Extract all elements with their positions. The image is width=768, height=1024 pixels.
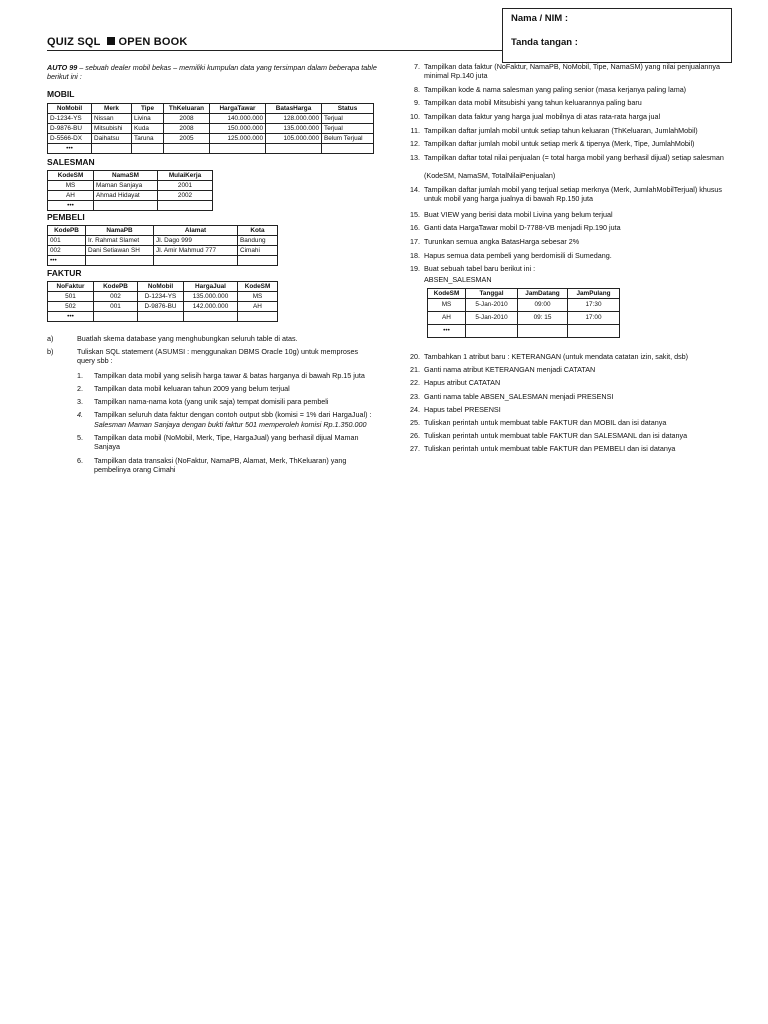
- item-text: Tampilkan daftar total nilai penjualan (= total harga mobil yang berhasil dijual) setiap salesman: [424, 153, 724, 162]
- table-row: [48, 144, 374, 154]
- name-nim-label: Nama / NIM :: [511, 13, 569, 24]
- mobil-title: MOBIL: [47, 89, 75, 99]
- cell: [94, 312, 138, 322]
- table-row: [428, 325, 620, 338]
- item-text: Tampilkan data mobil keluaran tahun 2009 yang belum terjual: [94, 384, 290, 393]
- cell: [94, 201, 158, 211]
- item-number: 23.: [410, 392, 420, 401]
- item-text: Buat sebuah tabel baru berikut ini :: [424, 264, 536, 273]
- item-number: 27.: [410, 444, 420, 453]
- cell: [86, 256, 154, 266]
- cell: •••: [48, 144, 92, 154]
- right-task-list-2: [402, 352, 742, 462]
- cell: 17:30: [568, 299, 620, 312]
- cell: 502: [48, 302, 94, 312]
- cell: [322, 144, 374, 154]
- item-number: 4.: [77, 410, 83, 419]
- faktur-header-row: [48, 282, 278, 292]
- cell: •••: [48, 201, 94, 211]
- cell: 150.000.000: [210, 124, 266, 134]
- item-text: Turunkan semua angka BatasHarga sebesar 2%: [424, 237, 580, 246]
- item-text: Tampilkan data faktur (NoFaktur, NamaPB, NoMobil, Tipe, NamaSM) yang nilai penjualannya minimal Rp.140 juta: [424, 62, 721, 80]
- item-text: Tuliskan perintah untuk membuat table FAKTUR dan SALESMANL dan isi datanya: [424, 431, 688, 440]
- cell: [266, 144, 322, 154]
- cell: 142.000.000: [184, 302, 238, 312]
- col-tipe: Tipe: [132, 104, 164, 114]
- item-subtext: ABSEN_SALESMAN: [424, 275, 492, 284]
- col-merk: Merk: [92, 104, 132, 114]
- cell: D-1234-YS: [138, 292, 184, 302]
- cell: MS: [48, 181, 94, 191]
- pembeli-title: PEMBELI: [47, 212, 85, 222]
- col-kota: Kota: [238, 226, 278, 236]
- cell: AH: [48, 191, 94, 201]
- item-text: Tuliskan perintah untuk membuat table FAKTUR dan MOBIL dan isi datanya: [424, 418, 667, 427]
- item-number: 15.: [410, 210, 420, 219]
- cell: •••: [428, 325, 466, 338]
- cell: 501: [48, 292, 94, 302]
- cell: MS: [238, 292, 278, 302]
- col-jamdatang: JamDatang: [518, 289, 568, 299]
- cell: Cimahi: [238, 246, 278, 256]
- table-row: [48, 236, 278, 246]
- left-task-list: [47, 334, 377, 484]
- cell: 001: [94, 302, 138, 312]
- col-nomobil: NoMobil: [138, 282, 184, 292]
- item-number: 7.: [414, 62, 420, 71]
- cell: [210, 144, 266, 154]
- cell: 5-Jan-2010: [466, 299, 518, 312]
- cell: 2002: [158, 191, 213, 201]
- item-text: Tampilkan data faktur yang harga jual mobilnya di atas rata-rata harga jual: [424, 112, 661, 121]
- absen-header-row: [428, 289, 620, 299]
- item-text: Tampilkan daftar jumlah mobil yang terjual setiap merknya (Merk, JumlahMobilTerjual) khusus untuk mobil yang harga jualnya di bawah Rp.150 juta: [424, 185, 723, 203]
- cell: Dani Setiawan SH: [86, 246, 154, 256]
- cell: D-9876-BU: [138, 302, 184, 312]
- cell: Ahmad Hidayat: [94, 191, 158, 201]
- cell: 125.000.000: [210, 134, 266, 144]
- cell: D-9876-BU: [48, 124, 92, 134]
- cell: Nissan: [92, 114, 132, 124]
- item-text: Tampilkan seluruh data faktur dengan contoh output sbb (komisi = 1% dari HargaJual) :: [94, 410, 372, 419]
- cell: [138, 312, 184, 322]
- item-number: 9.: [414, 98, 420, 107]
- cell: 2008: [164, 114, 210, 124]
- cell: 105.000.000: [266, 134, 322, 144]
- absen-table: [427, 288, 620, 338]
- col-kodepb: KodePB: [48, 226, 86, 236]
- title-right: OPEN BOOK: [118, 36, 188, 48]
- item-text: Tampilkan data mobil yang selisih harga tawar & batas harganya di bawah Rp.15 juta: [94, 371, 365, 380]
- col-nofaktur: NoFaktur: [48, 282, 94, 292]
- col-nomobil: NoMobil: [48, 104, 92, 114]
- salesman-title: SALESMAN: [47, 157, 95, 167]
- table-row: [48, 124, 374, 134]
- cell: Livina: [132, 114, 164, 124]
- item-text: Tampilkan nama-nama kota (yang unik saja) tempat domisili para pembeli: [94, 397, 329, 406]
- table-row: [48, 292, 278, 302]
- item-number: 16.: [410, 223, 420, 232]
- item-number: 5.: [77, 433, 83, 442]
- item-text: Ganti nama atribut KETERANGAN menjadi CATATAN: [424, 365, 596, 374]
- item-text: Tampilkan daftar jumlah mobil untuk setiap merk & tipenya (Merk, Tipe, JumlahMobil): [424, 139, 695, 148]
- item-text: Tuliskan perintah untuk membuat table FAKTUR dan PEMBELI dan isi datanya: [424, 444, 676, 453]
- cell: MS: [428, 299, 466, 312]
- task-b-text: Tuliskan SQL statement (ASUMSI : menggunakan DBMS Oracle 10g) untuk memproses query sbb :: [77, 347, 359, 366]
- item-number: 22.: [410, 378, 420, 387]
- item-number: 20.: [410, 352, 420, 361]
- col-hargatawar: HargaTawar: [210, 104, 266, 114]
- cell: Terjual: [322, 124, 374, 134]
- cell: 135.000.000: [266, 124, 322, 134]
- cell: 2005: [164, 134, 210, 144]
- cell: 135.000.000: [184, 292, 238, 302]
- item-number: 2.: [77, 384, 83, 393]
- cell: 2008: [164, 124, 210, 134]
- cell: 17:00: [568, 312, 620, 325]
- item-number: 21.: [410, 365, 420, 374]
- table-row: [48, 134, 374, 144]
- table-row: [48, 302, 278, 312]
- cell: AH: [238, 302, 278, 312]
- intro-paragraph: [47, 63, 377, 81]
- col-alamat: Alamat: [154, 226, 238, 236]
- item-text: Hapus atribut CATATAN: [424, 378, 501, 387]
- cell: Jl. Amir Mahmud 777: [154, 246, 238, 256]
- task-a-label: a): [47, 334, 54, 343]
- cell: AH: [428, 312, 466, 325]
- item-text: Ganti data HargaTawar mobil D-7788-VB menjadi Rp.190 juta: [424, 223, 621, 232]
- item-number: 26.: [410, 431, 420, 440]
- cell: Taruna: [132, 134, 164, 144]
- table-row: [48, 312, 278, 322]
- item-number: 6.: [77, 456, 83, 465]
- col-namapb: NamaPB: [86, 226, 154, 236]
- item-text: Hapus semua data pembeli yang berdomisili di Sumedang.: [424, 251, 612, 260]
- cell: Mitsubishi: [92, 124, 132, 134]
- item-number: 14.: [410, 185, 420, 194]
- cell: 128.000.000: [266, 114, 322, 124]
- item-number: 8.: [414, 85, 420, 94]
- cell: 001: [48, 236, 86, 246]
- item-text: Buat VIEW yang berisi data mobil Livina yang belum terjual: [424, 210, 613, 219]
- cell: [568, 325, 620, 338]
- task-a-text: Buatlah skema database yang menghubungkan seluruh table di atas.: [77, 334, 298, 343]
- item-number: 12.: [410, 139, 420, 148]
- cell: Kuda: [132, 124, 164, 134]
- item-number: 10.: [410, 112, 420, 121]
- cell: Terjual: [322, 114, 374, 124]
- cell: [154, 256, 238, 266]
- col-kodesm: KodeSM: [238, 282, 278, 292]
- faktur-title: FAKTUR: [47, 268, 82, 278]
- cell: 09: 15: [518, 312, 568, 325]
- cell: •••: [48, 256, 86, 266]
- col-mulaikerja: MulaiKerja: [158, 171, 213, 181]
- table-row: [48, 246, 278, 256]
- col-status: Status: [322, 104, 374, 114]
- page-title: [47, 36, 188, 48]
- identity-box: [502, 8, 732, 63]
- cell: Daihatsu: [92, 134, 132, 144]
- item-number: 25.: [410, 418, 420, 427]
- cell: D-1234-YS: [48, 114, 92, 124]
- cell: [518, 325, 568, 338]
- col-batasharga: BatasHarga: [266, 104, 322, 114]
- table-row: [428, 299, 620, 312]
- col-thkeluaran: ThKeluaran: [164, 104, 210, 114]
- col-kodesm: KodeSM: [48, 171, 94, 181]
- pembeli-header-row: [48, 226, 278, 236]
- task-b-label: b): [47, 347, 54, 356]
- table-row: [48, 201, 213, 211]
- item-text: Ganti nama table ABSEN_SALESMAN menjadi PRESENSI: [424, 392, 614, 401]
- item-text: Tampilkan data transaksi (NoFaktur, NamaPB, Alamat, Merk, ThKeluaran) yang pembelinya orang Cimahi: [94, 456, 347, 475]
- item-number: 18.: [410, 251, 420, 260]
- title-rule: [47, 50, 502, 51]
- col-tanggal: Tanggal: [466, 289, 518, 299]
- cell: Bandung: [238, 236, 278, 246]
- cell: D-5566-DX: [48, 134, 92, 144]
- table-row: [428, 312, 620, 325]
- pembeli-table: [47, 225, 278, 266]
- table-row: [48, 181, 213, 191]
- salesman-header-row: [48, 171, 213, 181]
- cell: Belum Terjual: [322, 134, 374, 144]
- item-text: Tambahkan 1 atribut baru : KETERANGAN (untuk mendata catatan izin, sakit, dsb): [424, 352, 689, 361]
- item-text: Tampilkan data mobil Mitsubishi yang tahun keluarannya paling baru: [424, 98, 642, 107]
- signature-label: Tanda tangan :: [511, 37, 578, 48]
- cell: 5-Jan-2010: [466, 312, 518, 325]
- item-number: 19.: [410, 264, 420, 273]
- title-left: QUIZ SQL: [47, 36, 101, 48]
- cell: [466, 325, 518, 338]
- item-text: Tampilkan data mobil (NoMobil, Merk, Tipe, HargaJual) yang berhasil dijual Maman Sanjaya: [94, 433, 359, 452]
- cell: Ir. Rahmat Slamet: [86, 236, 154, 246]
- item-number: 1.: [77, 371, 83, 380]
- item-number: 13.: [410, 153, 420, 162]
- cell: 2001: [158, 181, 213, 191]
- table-row: [48, 256, 278, 266]
- item-number: 3.: [77, 397, 83, 406]
- cell: 002: [94, 292, 138, 302]
- cell: •••: [48, 312, 94, 322]
- item-number: 11.: [410, 126, 420, 135]
- item-text: Tampilkan daftar jumlah mobil untuk setiap tahun keluaran (ThKeluaran, JumlahMobil): [424, 126, 698, 135]
- item-example: Salesman Maman Sanjaya dengan bukti faktur 501 memperoleh komisi Rp.1.350.000: [94, 419, 367, 429]
- cell: [92, 144, 132, 154]
- item-text: Tampilkan kode & nama salesman yang paling senior (masa kerjanya paling lama): [424, 85, 687, 94]
- cell: [158, 201, 213, 211]
- table-row: [48, 191, 213, 201]
- item-number: 17.: [410, 237, 420, 246]
- mobil-table: [47, 103, 374, 154]
- item-number: 24.: [410, 405, 420, 414]
- col-namasm: NamaSM: [94, 171, 158, 181]
- intro-text: – sebuah dealer mobil bekas – memiliki kumpulan data yang tersimpan dalam beberapa table berikut ini :: [47, 63, 377, 81]
- square-bullet-icon: [107, 37, 115, 45]
- cell: [238, 312, 278, 322]
- cell: 140.000.000: [210, 114, 266, 124]
- cell: [184, 312, 238, 322]
- cell: [132, 144, 164, 154]
- cell: 09:00: [518, 299, 568, 312]
- col-hargajual: HargaJual: [184, 282, 238, 292]
- mobil-header-row: [48, 104, 374, 114]
- cell: 002: [48, 246, 86, 256]
- table-row: [48, 114, 374, 124]
- cell: [238, 256, 278, 266]
- cell: Maman Sanjaya: [94, 181, 158, 191]
- item-text: Hapus tabel PRESENSI: [424, 405, 501, 414]
- col-kodepb: KodePB: [94, 282, 138, 292]
- col-kodesm: KodeSM: [428, 289, 466, 299]
- intro-company: AUTO 99: [47, 63, 78, 72]
- faktur-table: [47, 281, 278, 322]
- col-jampulang: JamPulang: [568, 289, 620, 299]
- cell: Jl. Dago 999: [154, 236, 238, 246]
- cell: [164, 144, 210, 154]
- item-subtext: (KodeSM, NamaSM, TotalNilaiPenjualan): [424, 171, 556, 180]
- salesman-table: [47, 170, 213, 211]
